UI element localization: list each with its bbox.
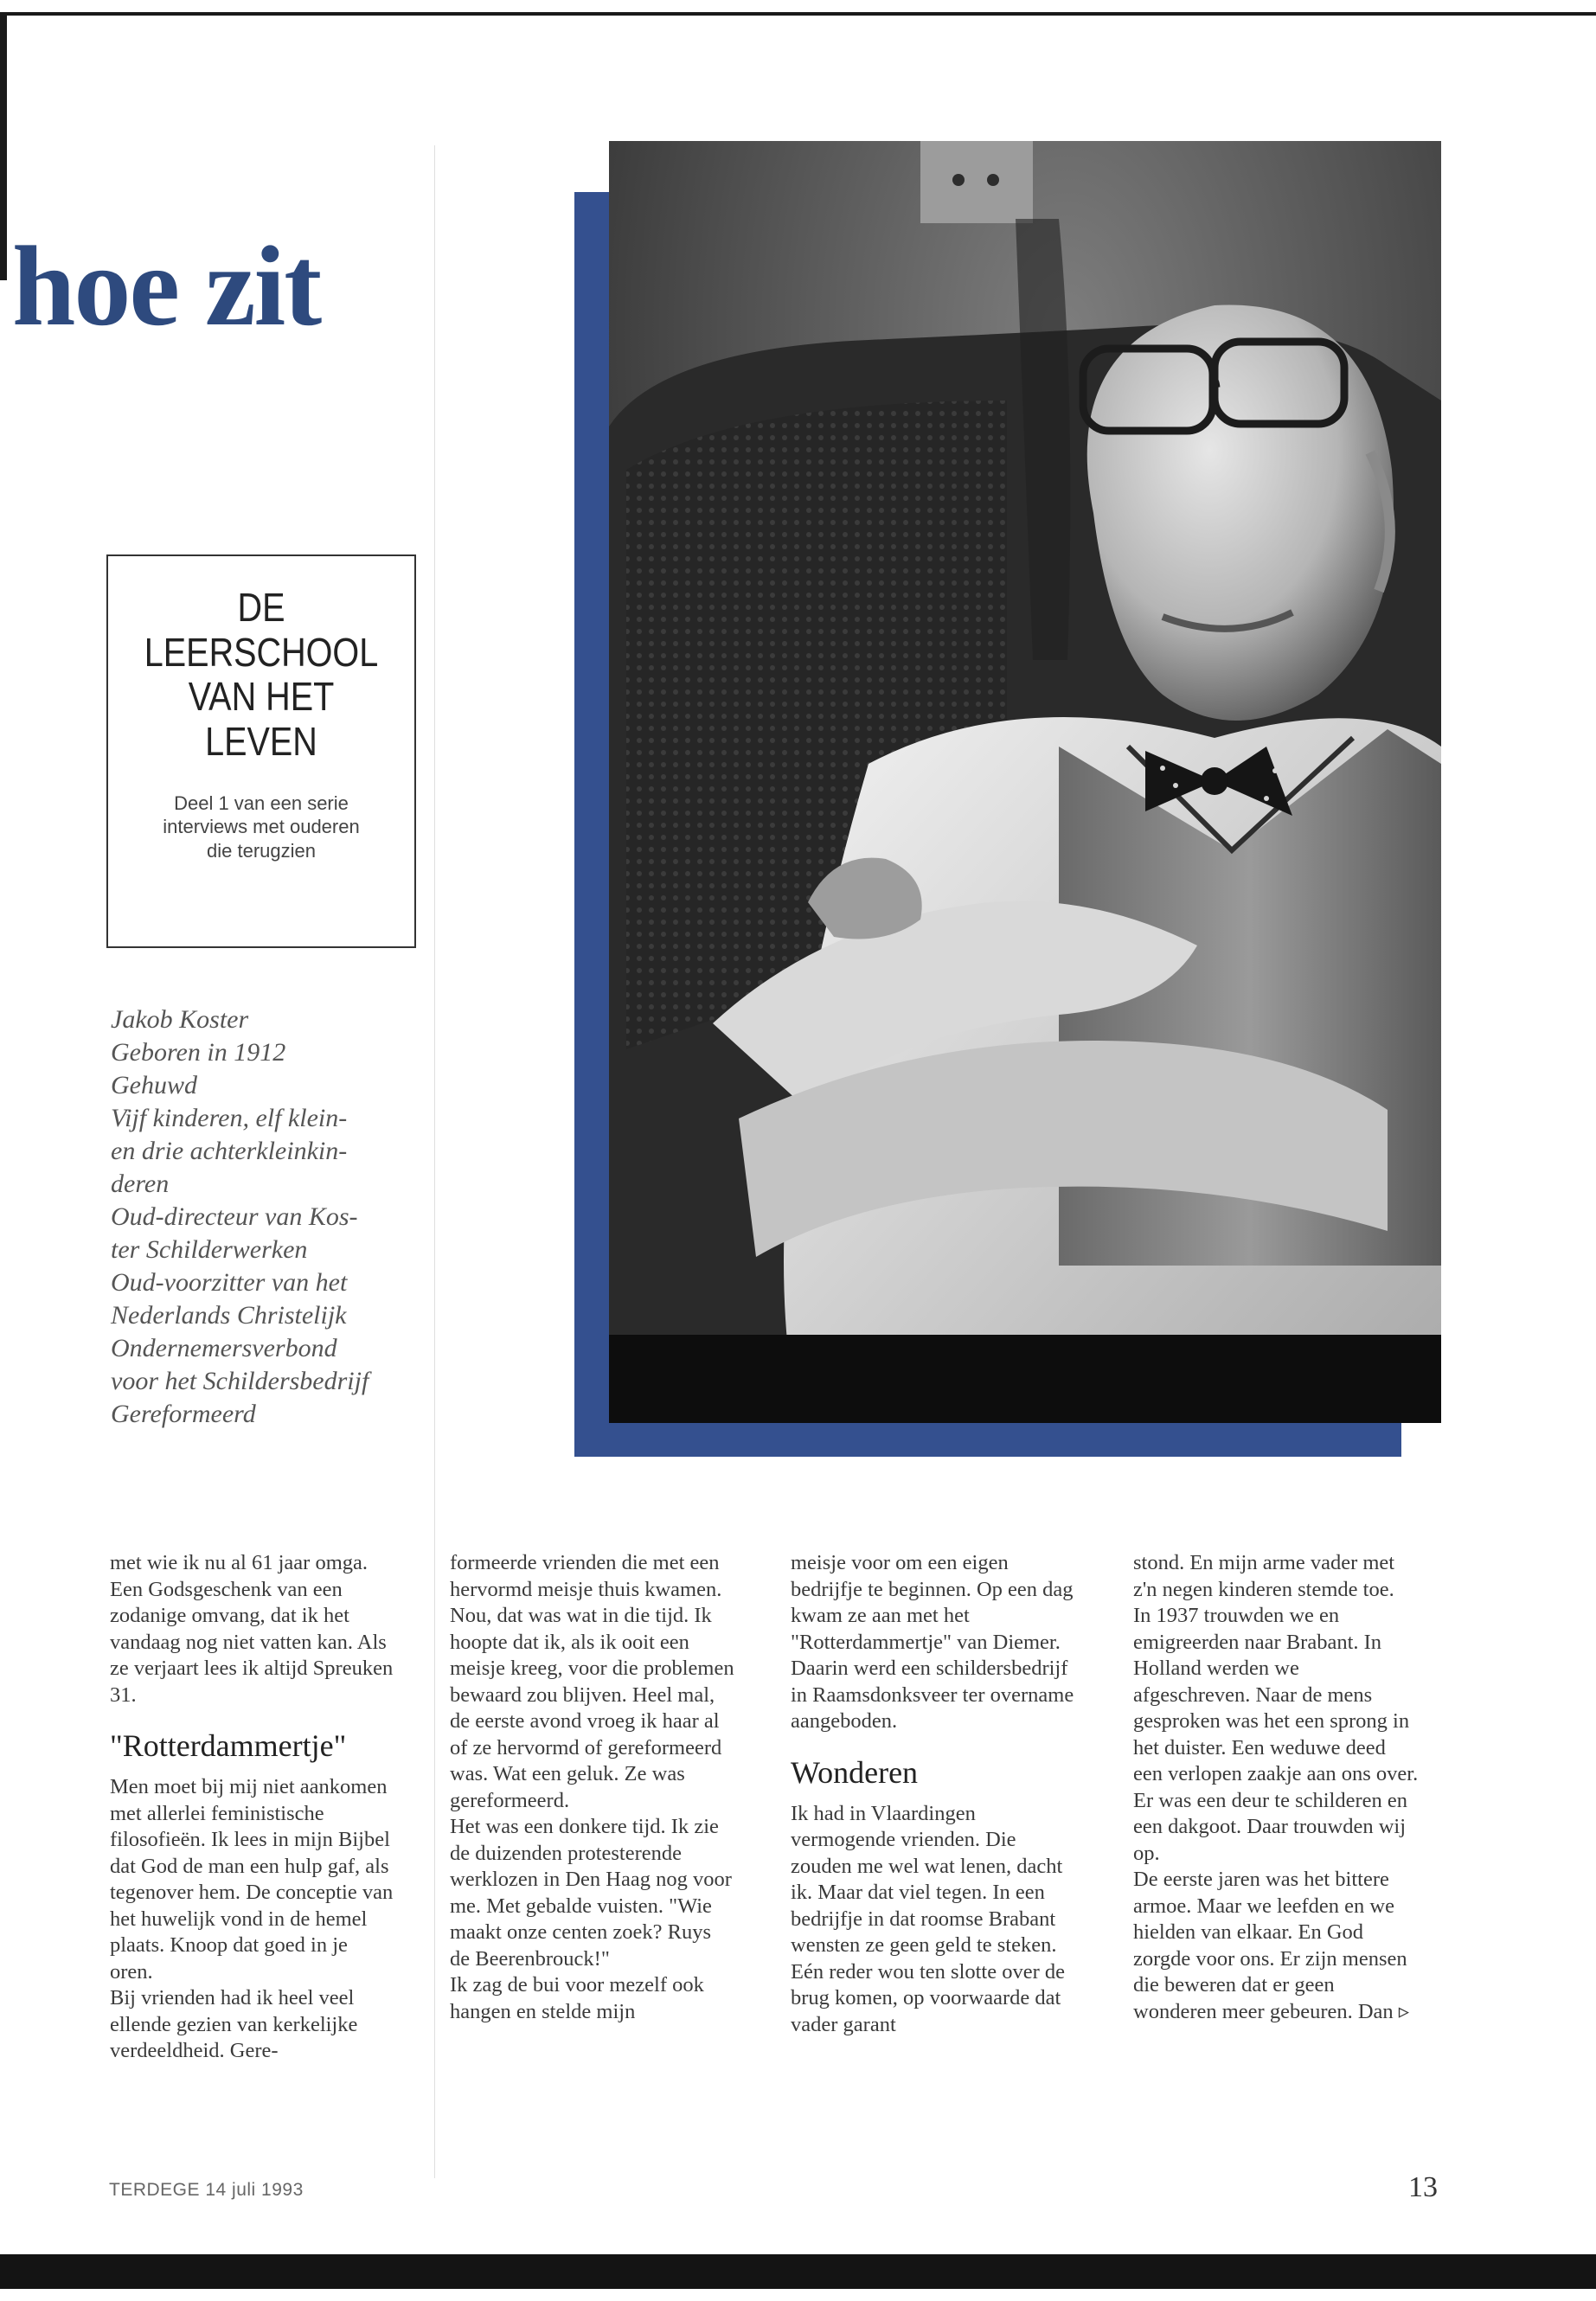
bio-line: Gehuwd [111,1071,197,1099]
paragraph: Ik zag de bui voor mezelf ook hangen en stelde mijn [450,1973,704,2023]
paragraph: stond. En mijn arme vader met z'n negen kinderen stemde toe. [1133,1551,1395,1601]
bio-line: Gereformeerd [111,1400,256,1428]
paragraph: De eerste jaren was het bittere armoe. Maar we leefden en we hielden van elkaar. En God zorgde voor ons. Er zijn mensen die beweren dat er geen wonderen meer gebeuren. Dan ▹ [1133,1868,1410,2023]
bottom-bar [0,2254,1596,2289]
bio-line: Oud-directeur van Kos- [111,1202,358,1231]
paragraph: Bij vrienden had ik heel veel ellende gezien van kerkelijke verdeeldheid. Gere- [110,1986,358,2062]
bio-line: deren [111,1170,170,1198]
paragraph: Ik had in Vlaardingen vermogende vrienden. Die zouden me wel wat lenen, dacht ik. Maar dat viel tegen. In een bedrijfje in dat roomse Brabant wensten ze geen geld te steken. Eén reder wou ten slotte over de brug komen, op voorwaarde dat vader garant [791,1801,1066,2036]
paragraph: meisje voor om een eigen bedrijfje te beginnen. Op een dag kwam ze aan met het "Rotterdammertje" van Diemer. Daarin werd een schildersbedrijf in Raamsdonksveer ter overname aangeboden. [791,1551,1074,1733]
serie-box [106,554,416,948]
subheading-wonderen: Wonderen [791,1754,919,1790]
serie-title-line: LEVEN [205,718,317,764]
bio-block [111,1003,439,1431]
paragraph: In 1937 trouwden we en emigreerden naar Brabant. In Holland werden we afgeschreven. Naar de mens gesproken was het een sprong in het duister. Een weduwe deed een verlopen zaakje aan ons over. Er was een deur te schilderen en een dakgoot. Daar trouwden wij op. [1133,1604,1419,1865]
serie-subtitle-line: Deel 1 van een serie [174,792,349,815]
article-column-4 [1133,1550,1419,2025]
article-column-3 [791,1550,1076,2038]
paragraph: met wie ik nu al 61 jaar omga. Een Godsgeschenk van een zodanige omvang, dat ik het vandaag nog niet vatten kan. Als ze verjaart lees ik altijd Spreuken 31. [110,1551,394,1707]
bio-line: Jakob Koster [111,1005,249,1034]
bio-line: Vijf kinderen, elf klein- [111,1104,348,1132]
portrait-photo [609,141,1441,1423]
paragraph: Het was een donkere tijd. Ik zie de duizenden protesterende werklozen in Den Haag nog voor me. Met gebalde vuisten. "Wie maakt onze centen zoek? Ruys de Beerenbrouck!" [450,1815,732,1971]
serie-title-line: VAN HET [188,674,335,720]
page-number: 13 [1408,2171,1438,2203]
bio-line: Geboren in 1912 [111,1038,286,1067]
serie-title [130,586,393,764]
article-column-2 [450,1550,735,2025]
subheading-rotterdammertje: "Rotterdammertje" [110,1728,347,1763]
serie-subtitle-line: die terugzien [207,839,316,862]
serie-subtitle [108,792,414,862]
article-column-1 [110,1550,395,2065]
bio-line: en drie achterkleinkin- [111,1137,348,1165]
paragraph: Men moet bij mij niet aankomen met allerlei feministische filosofieën. Ik lees in mijn Bijbel dat God de man een hulp gaf, als tegenover hem. De conceptie van het huwelijk vond in de hemel plaats. Knoop dat goed in je oren. [110,1775,394,1984]
portrait-illustration [609,141,1441,1423]
serie-title-line: DE [237,585,285,630]
bio-line: ter Schilderwerken [111,1235,308,1264]
left-edge-rule [0,12,7,280]
bio-line: Oud-voorzitter van het [111,1268,348,1297]
top-rule [0,12,1596,16]
paragraph: formeerde vrienden die met een hervormd meisje thuis kwamen. Nou, dat was wat in die tijd. Ik hoopte dat ik, als ik ooit een meisje kreeg, voor die problemen bewaard zou blijven. Heel mal, de eerste avond vroeg ik haar al of ze hervormd of gereformeerd was. Wat een geluk. Ze was gereformeerd. [450,1551,734,1812]
serie-title-line: LEERSCHOOL [144,629,379,675]
bio-line: Ondernemersverbond [111,1334,337,1362]
bio-line: voor het Schildersbedrijf [111,1367,369,1395]
serie-subtitle-line: interviews met ouderen [163,816,360,838]
footer-publication: TERDEGE 14 juli 1993 [109,2180,304,2200]
bio-line: Nederlands Christelijk [111,1301,347,1330]
headline: hoe zit [12,222,321,349]
